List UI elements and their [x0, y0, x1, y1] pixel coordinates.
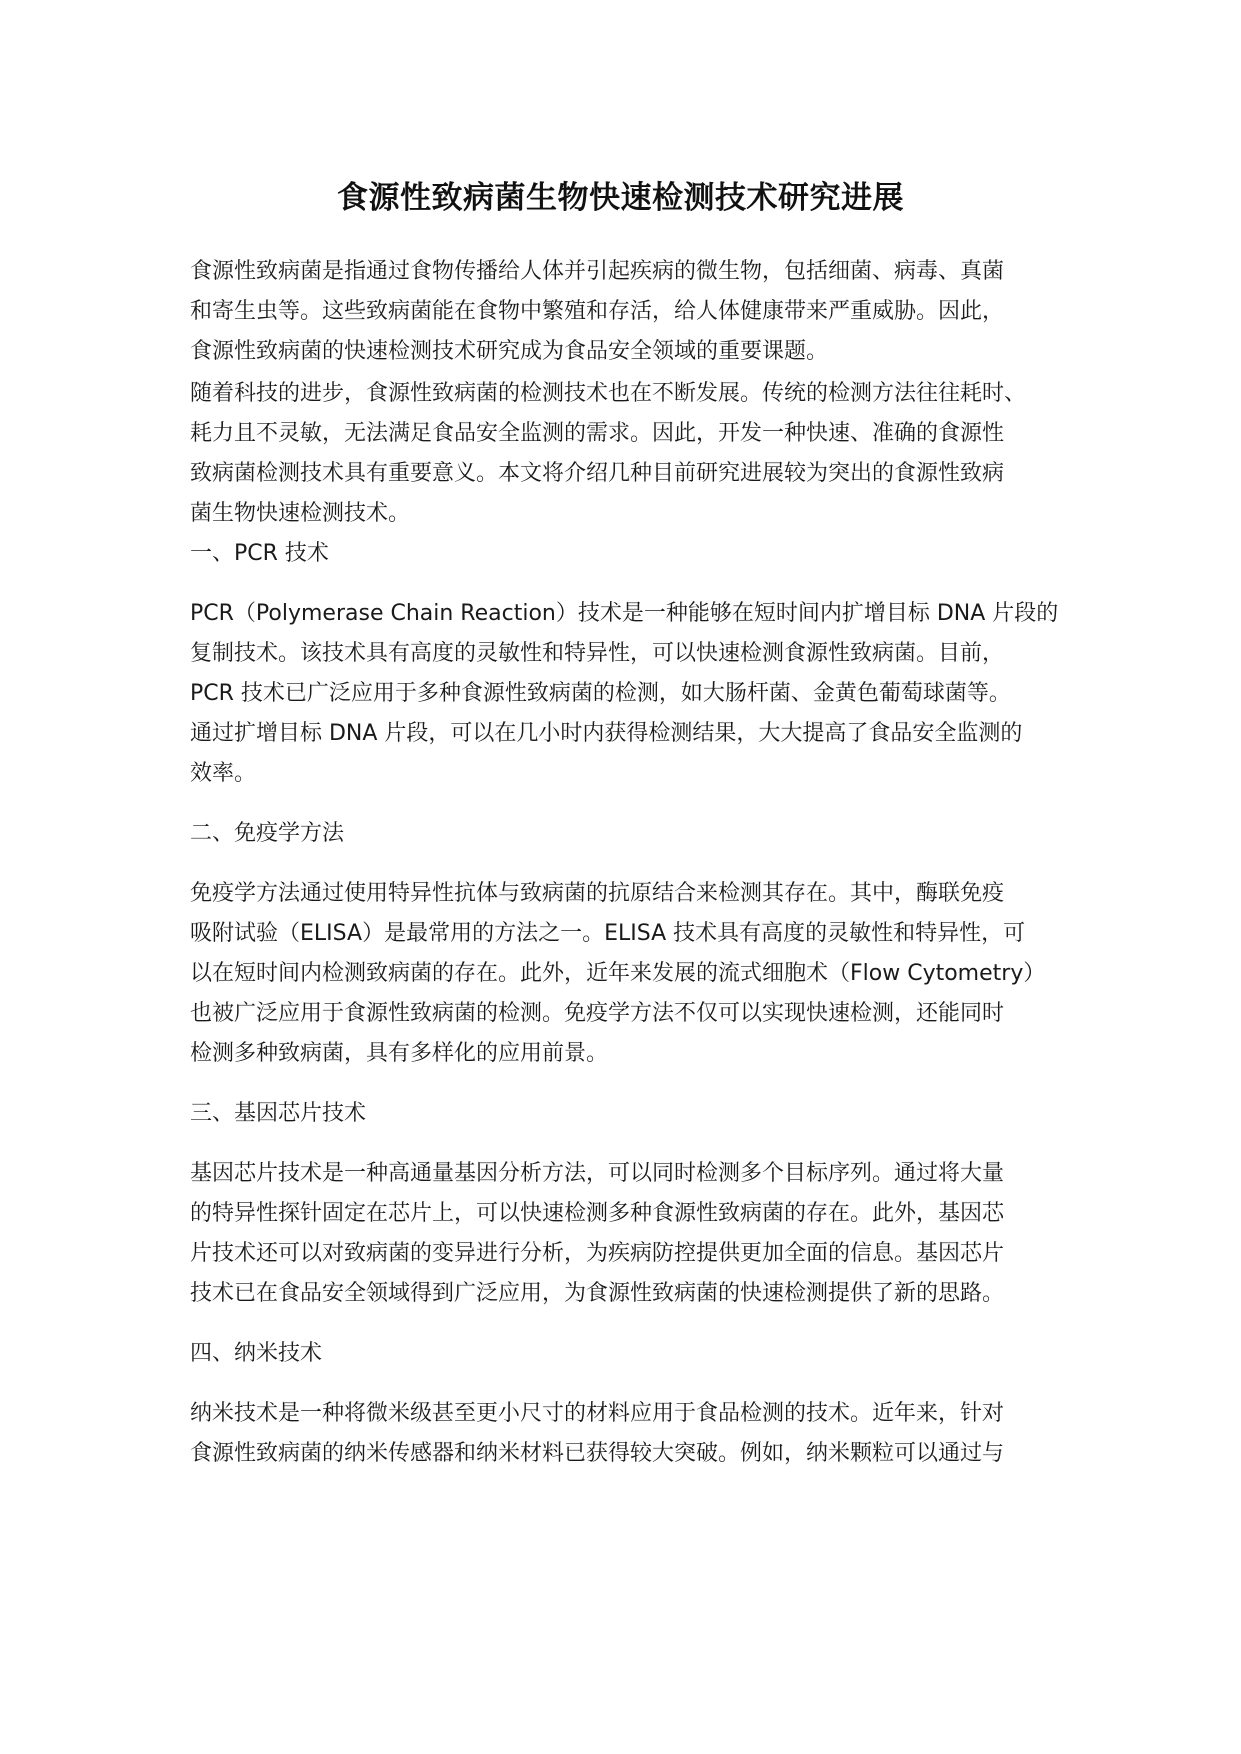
text-line: 效率。 [190, 761, 257, 786]
section-body-immunology [190, 874, 1090, 1074]
text-line: 食源性致病菌的纳米传感器和纳米材料已获得较大突破。例如，纳米颗粒可以通过与 [190, 1441, 1005, 1466]
section-heading-pcr: 一、PCR 技术 [190, 541, 329, 566]
section-body-nanotech [190, 1394, 1090, 1474]
text-line: 吸附试验（ELISA）是最常用的方法之一。ELISA 技术具有高度的灵敏性和特异性，可 [190, 921, 1026, 946]
text-line: 随着科技的进步，食源性致病菌的检测技术也在不断发展。传统的检测方法往往耗时、 [190, 381, 1027, 406]
text-line: 致病菌检测技术具有重要意义。本文将介绍几种目前研究进展较为突出的食源性致病 [190, 461, 1005, 486]
text-line: 检测多种致病菌，具有多样化的应用前景。 [190, 1041, 609, 1066]
text-line: 耗力且不灵敏，无法满足食品安全监测的需求。因此，开发一种快速、准确的食源性 [190, 421, 1005, 446]
text-line: 通过扩增目标 DNA 片段，可以在几小时内获得检测结果，大大提高了食品安全监测的 [190, 721, 1023, 746]
section-heading-nanotech: 四、纳米技术 [190, 1341, 323, 1366]
intro-paragraph-2 [190, 374, 1090, 534]
text-line: 复制技术。该技术具有高度的灵敏性和特异性，可以快速检测食源性致病菌。目前， [190, 641, 1005, 666]
section-body-pcr [190, 594, 1090, 794]
text-line: PCR（Polymerase Chain Reaction）技术是一种能够在短时间内扩增目标 DNA 片段的 [190, 601, 1059, 626]
text-line: 食源性致病菌是指通过食物传播给人体并引起疾病的微生物，包括细菌、病毒、真菌 [190, 259, 1005, 284]
text-line: 以在短时间内检测致病菌的存在。此外，近年来发展的流式细胞术（Flow Cytometry） [190, 961, 1046, 986]
text-line: 纳米技术是一种将微米级甚至更小尺寸的材料应用于食品检测的技术。近年来，针对 [190, 1401, 1005, 1426]
section-heading-gene-chip: 三、基因芯片技术 [190, 1101, 367, 1126]
section-heading-immunology: 二、免疫学方法 [190, 821, 345, 846]
text-line: 的特异性探针固定在芯片上，可以快速检测多种食源性致病菌的存在。此外，基因芯 [190, 1201, 1005, 1226]
text-line: PCR 技术已广泛应用于多种食源性致病菌的检测，如大肠杆菌、金黄色葡萄球菌等。 [190, 681, 1011, 706]
text-line: 也被广泛应用于食源性致病菌的检测。免疫学方法不仅可以实现快速检测，还能同时 [190, 1001, 1005, 1026]
intro-paragraph-1 [190, 252, 1090, 372]
text-line: 基因芯片技术是一种高通量基因分析方法，可以同时检测多个目标序列。通过将大量 [190, 1161, 1005, 1186]
text-line: 和寄生虫等。这些致病菌能在食物中繁殖和存活，给人体健康带来严重威胁。因此， [190, 299, 1005, 324]
text-line: 免疫学方法通过使用特异性抗体与致病菌的抗原结合来检测其存在。其中，酶联免疫 [190, 881, 1005, 906]
document-title: 食源性致病菌生物快速检测技术研究进展 [337, 180, 904, 216]
text-line: 片技术还可以对致病菌的变异进行分析，为疾病防控提供更加全面的信息。基因芯片 [190, 1241, 1005, 1266]
text-line: 菌生物快速检测技术。 [190, 501, 411, 526]
text-line: 食源性致病菌的快速检测技术研究成为食品安全领域的重要课题。 [190, 339, 829, 364]
section-body-gene-chip [190, 1154, 1090, 1314]
text-line: 技术已在食品安全领域得到广泛应用，为食源性致病菌的快速检测提供了新的思路。 [190, 1281, 1005, 1306]
